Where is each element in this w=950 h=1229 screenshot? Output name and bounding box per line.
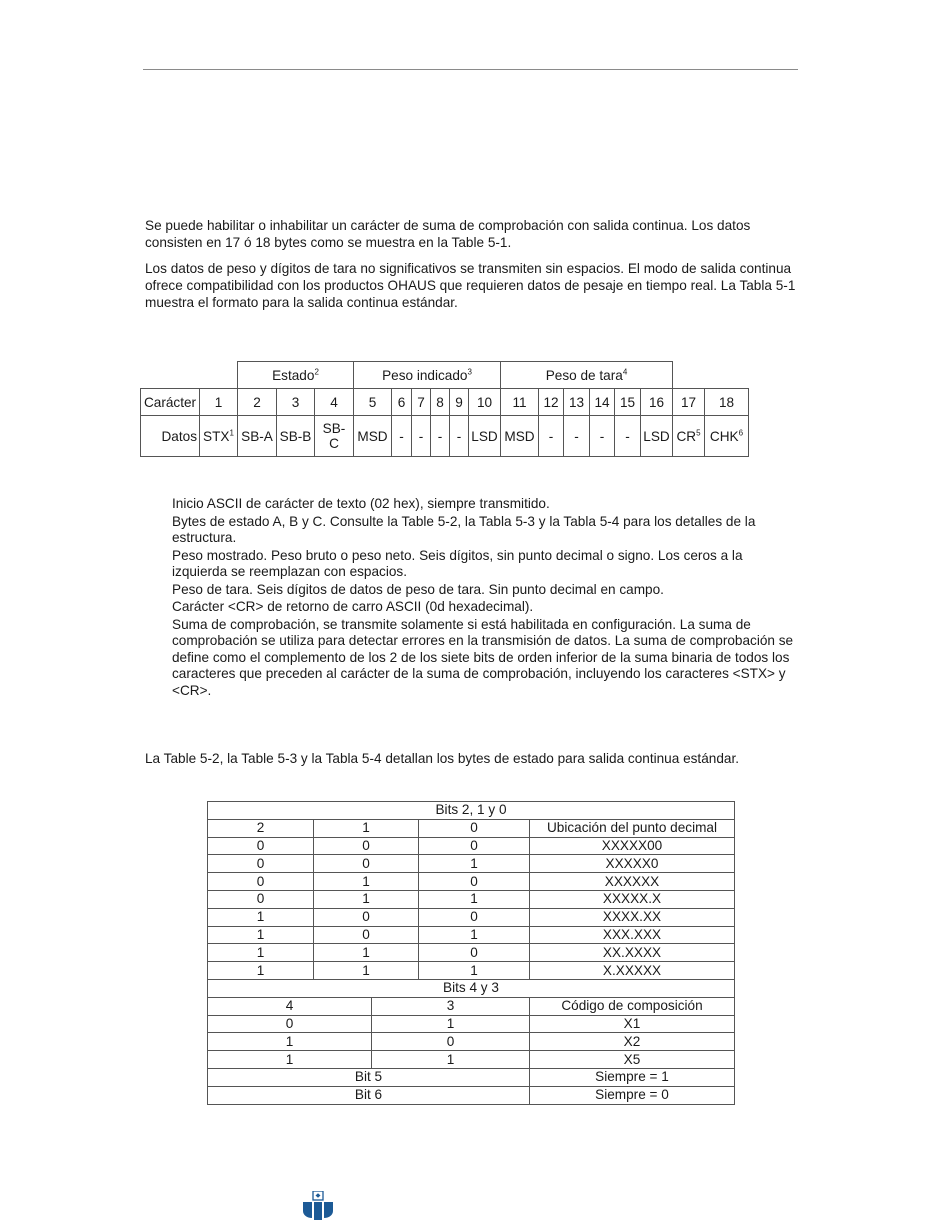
table-row: 0 0 1 XXXXX0 <box>208 855 735 873</box>
datos-cell: SB-A <box>238 416 277 457</box>
datos-cell: - <box>590 416 615 457</box>
caracter-cell: 13 <box>564 389 590 416</box>
caracter-cell: 16 <box>641 389 673 416</box>
continuous-output-format-table <box>140 361 749 457</box>
datos-cell: CHK$^6$ <box>705 416 749 457</box>
caracter-cell: 17 <box>673 389 705 416</box>
table-footnotes <box>172 496 797 700</box>
table-row: Bit 5 Siempre = 1 <box>208 1068 735 1086</box>
ohaus-logo-icon <box>302 1191 336 1221</box>
footnote: Carácter <CR> de retorno de carro ASCII (0d hexadecimal). <box>172 599 534 614</box>
caracter-cell: 15 <box>615 389 641 416</box>
caracter-row <box>141 389 749 416</box>
footnote: Peso de tara. Seis dígitos de datos de peso de tara. Sin punto decimal en campo. <box>172 581 664 597</box>
footnote: Bytes de estado A, B y C. Consulte la Table 5-2, la Tabla 5-3 y la Tabla 5-4 para los detalles de la estructura. <box>172 513 756 545</box>
caracter-cell: 3 <box>277 389 315 416</box>
datos-cell: - <box>539 416 564 457</box>
datos-cell: $CR^5$ <box>673 416 705 457</box>
table-row: 0 0 0 XXXXX00 <box>208 837 735 855</box>
caracter-cell: 4 <box>315 389 354 416</box>
peso-indicado-group-header: Peso indicado$^3$ <box>354 362 501 389</box>
footnote: Suma de comprobación, se transmite solamente si está habilitada en configuración. La suma de comprobación se utiliza para detectar errores en la transmisión de datos. La suma de comprobación se define como el complemento de los 2 de los siete bits de orden inferior de la suma binaria de todos los caracteres que preceden al carácter de la suma de comprobación, incluyendo los caracteres <STX> y <CR>. <box>172 616 794 698</box>
table-row: 0 1 0 XXXXXX <box>208 873 735 891</box>
caracter-cell: 14 <box>590 389 615 416</box>
group-header-row <box>141 362 749 389</box>
caracter-cell: 6 <box>392 389 412 416</box>
datos-cell: MSD <box>354 416 392 457</box>
datos-cell: - <box>412 416 431 457</box>
caracter-cell: 7 <box>412 389 431 416</box>
status-bytes-paragraph: La Table 5-2, la Table 5-3 y la Tabla 5-4 detallan los bytes de estado para salida continua estándar. <box>145 751 740 766</box>
format-paragraph: Los datos de peso y dígitos de tara no significativos se transmiten sin espacios. El modo de salida continua ofrece compatibilidad con los productos OHAUS que requieren datos de pesaje en tiempo real. La Tabla 5-1 muestra el formato para la salida continua estándar. <box>145 261 796 310</box>
status-byte-table <box>207 801 735 1105</box>
datos-cell: LSD <box>469 416 501 457</box>
table-section-title: Bits 2, 1 y 0 <box>208 802 735 820</box>
caracter-cell: 9 <box>450 389 469 416</box>
datos-cell: LSD <box>641 416 673 457</box>
caracter-cell: 8 <box>431 389 450 416</box>
datos-label: Datos <box>141 416 200 457</box>
footnote: Inicio ASCII de carácter de texto (02 hex), siempre transmitido. <box>172 496 550 511</box>
datos-cell: - <box>392 416 412 457</box>
table-row: Bit 6 Siempre = 0 <box>208 1086 735 1104</box>
caracter-cell: 11 <box>501 389 539 416</box>
table-row: 0 1 X1 <box>208 1015 735 1033</box>
table-row: 1 0 1 XXX.XXX <box>208 926 735 944</box>
header-rule <box>143 69 798 70</box>
table-row: 1 0 0 XXXX.XX <box>208 908 735 926</box>
intro-paragraph: Se puede habilitar o inhabilitar un carácter de suma de comprobación con salida continua. Los datos consisten en 17 ó 18 bytes como se muestra en la Table 5-1. <box>145 218 751 250</box>
datos-cell: - <box>431 416 450 457</box>
caracter-cell: 10 <box>469 389 501 416</box>
caracter-cell: 5 <box>354 389 392 416</box>
datos-cell: - <box>615 416 641 457</box>
table-row: 1 1 X5 <box>208 1051 735 1069</box>
table-header-row: 2 1 0 Ubicación del punto decimal <box>208 819 735 837</box>
caracter-cell: 2 <box>238 389 277 416</box>
footnote: Peso mostrado. Peso bruto o peso neto. Seis dígitos, sin punto decimal o signo. Los ceros a la izquierda se reemplazan con espacios. <box>172 547 743 579</box>
datos-cell: SB- C <box>315 416 354 457</box>
caracter-label: Carácter <box>141 389 200 416</box>
datos-row <box>141 416 749 457</box>
table-header-row: 4 3 Código de composición <box>208 997 735 1015</box>
caracter-cell: 12 <box>539 389 564 416</box>
table-row: 1 1 1 X.XXXXX <box>208 962 735 980</box>
caracter-cell: 18 <box>705 389 749 416</box>
datos-cell: SB-B <box>277 416 315 457</box>
datos-cell: - <box>450 416 469 457</box>
table-row: 1 1 0 XX.XXXX <box>208 944 735 962</box>
estado-group-header: Estado$^2$ <box>238 362 354 389</box>
table-row: 1 0 X2 <box>208 1033 735 1051</box>
datos-cell: STX$^1$ <box>200 416 238 457</box>
table-section-title: Bits 4 y 3 <box>208 979 735 997</box>
datos-cell: MSD <box>501 416 539 457</box>
table-row: 0 1 1 XXXXX.X <box>208 890 735 908</box>
caracter-cell: 1 <box>200 389 238 416</box>
peso-tara-group-header: Peso de tara$^4$ <box>501 362 673 389</box>
datos-cell: - <box>564 416 590 457</box>
